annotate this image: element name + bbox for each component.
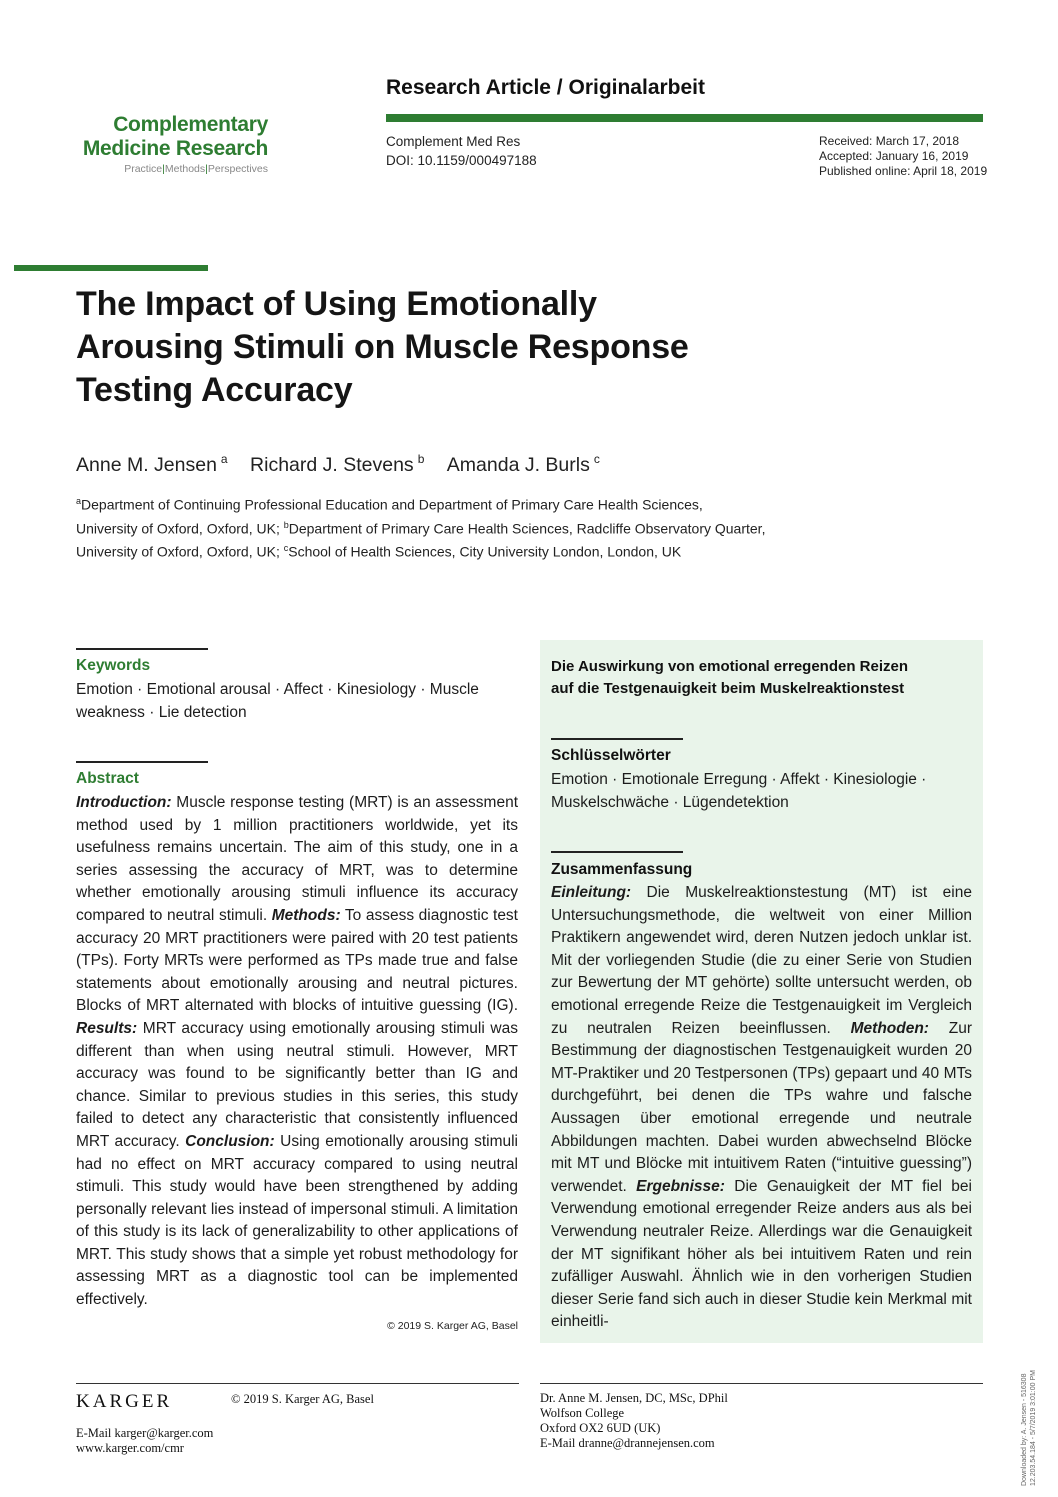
article-title xyxy=(76,283,836,412)
german-summary-rule xyxy=(551,851,683,853)
download-stamp-line-1: Downloaded by: A. Jensen - 516308 xyxy=(1021,1373,1028,1486)
footer-rule-left xyxy=(76,1383,519,1384)
ergebnisse-text: Die Genauigkeit der MT fiel bei Verwendung emotional erregender Reize anders aus als bei Verwendung neutraler Reize. Allerdings war die Genauigkeit der MT signifikant höher als bei intuitivem Raten und rein zufälliger Auswahl. Ähnlich wie in den vorherigen Studien dieser Serie fand sich auch in dieser Studie kein Merkmal mit einheitli- xyxy=(551,1177,972,1331)
contact-email[interactable]: E-Mail dranne@drannejensen.com xyxy=(540,1436,715,1450)
tagline-methods: Methods xyxy=(164,163,206,175)
methods-label: Methods: xyxy=(271,906,341,924)
published-date: Published online: April 18, 2019 xyxy=(819,164,988,178)
title-line-3: Testing Accuracy xyxy=(76,371,353,409)
conclusion-label: Conclusion: xyxy=(185,1132,275,1150)
received-date: Received: March 17, 2018 xyxy=(819,134,960,148)
keywords-line-1: Emotion · Emotional arousal · Affect · Kinesiology · Muscle xyxy=(76,681,479,698)
conclusion-text: Using emotionally arousing stimuli had no effect on MRT accuracy compared to using neutral stimuli. This study would have been strengthened by adding personally relevant lies instead of impersonal stimuli. A limitation of this study is its lack of generalizability to other applications of MRT. This study shows that a simple yet robust methodology for assessing MRT as a diagnostic tool can be implemented effectively. xyxy=(76,1132,518,1309)
german-keywords-line-1: Emotion · Emotionale Erregung · Affekt · Kinesiologie · xyxy=(551,771,927,788)
tagline-practice: Practice xyxy=(124,163,163,175)
results-text: MRT accuracy using emotionally arousing stimuli was different than when using neutral stimuli. However, MRT accuracy was found to be significantly better than IG and chance. Similar to previous studies in this series, this study failed to detect any characteristic that consistently influenced MRT accuracy. xyxy=(76,1019,518,1150)
logo-line-2: Medicine Research xyxy=(82,137,268,160)
author-2[interactable]: Richard J. Stevens $^b$ xyxy=(250,452,425,476)
affiliation-line-3: University of Oxford, Oxford, UK; $^c$School of Health Sciences, City University London, London, UK xyxy=(76,543,682,560)
keywords-line-2: weakness · Lie detection xyxy=(76,703,247,721)
publisher-contact xyxy=(76,1426,213,1456)
publisher-website[interactable]: www.karger.com/cmr xyxy=(76,1441,184,1455)
abstract-copyright: © 2019 S. Karger AG, Basel xyxy=(387,1320,518,1332)
logo-tagline: Practice|Methods|Perspectives xyxy=(124,163,268,175)
abstract-body xyxy=(76,792,518,1312)
affiliations xyxy=(76,491,836,562)
einleitung-label: Einleitung: xyxy=(551,884,632,901)
german-keywords-heading: Schlüsselwörter xyxy=(551,747,671,764)
abstract-rule xyxy=(76,761,208,763)
german-summary-body xyxy=(551,882,972,1334)
german-keywords-list xyxy=(551,769,976,814)
author-3[interactable]: Amanda J. Burls $^c$ xyxy=(446,452,600,476)
karger-logo: KARGER xyxy=(76,1391,173,1412)
contact-name: Dr. Anne M. Jensen, DC, MSc, DPhil xyxy=(540,1391,728,1405)
einleitung-text: Die Muskelreaktionstestung (MT) ist eine Untersuchungsmethode, die weltweit von einer Million Praktikern angewendet wird, deren Nutzen jedoch unklar ist. Mit der vorliegenden Studie (die zu einer Serie von Studien zur Bewertung der MT gehörte) sollte untersucht werden, ob emotional erregende Reize die Testgenauigkeit im Vergleich zu neutralen Reizen beeinflussen. xyxy=(551,884,972,1037)
doi[interactable]: DOI: 10.1159/000497188 xyxy=(386,153,537,168)
introduction-text: Muscle response testing (MRT) is an assessment method used by 1 million practitioners worldwide, yet its usefulness remains uncertain. The aim of this study, one in a series assessing the accuracy of MRT, was to determine whether emotionally arousing stimuli influence its accuracy compared to neutral stimuli. xyxy=(76,794,518,924)
footer-copyright: © 2019 S. Karger AG, Basel xyxy=(231,1392,374,1406)
affiliation-line-1: $^a$Department of Continuing Professional Education and Department of Primary Care Health Sciences, xyxy=(76,496,703,513)
german-title-line-2: auf die Testgenauigkeit beim Muskelreaktionstest xyxy=(551,680,905,697)
german-keywords-line-2: Muskelschwäche · Lügendetektion xyxy=(551,793,789,811)
introduction-label: Introduction: xyxy=(76,794,172,811)
contact-city: Oxford OX2 6UD (UK) xyxy=(540,1421,661,1435)
journal-info xyxy=(386,132,537,170)
german-summary-heading: Zusammenfassung xyxy=(551,861,693,878)
tagline-perspectives: Perspectives xyxy=(207,163,268,175)
ergebnisse-label: Ergebnisse: xyxy=(636,1177,725,1195)
journal-name: Complement Med Res xyxy=(386,134,521,149)
journal-logo xyxy=(60,113,268,175)
footer-rule-right xyxy=(540,1383,983,1384)
methoden-text: Zur Bestimmung der diagnostischen Testgenauigkeit wurden 20 MT-Praktiker und 20 Testpersonen (TPs) gepaart und 40 MTs durchgeführt, bei denen die TPs wahre und falsche Aussagen über emotional erregende und neutrale Abbildungen machten. Dabei wurden abwechselnd Blöcke mit MT und Blöcke mit intuitivem Raten (“intuitive guessing”) verwendet. xyxy=(551,1019,972,1195)
keywords-rule xyxy=(76,648,208,650)
title-line-2: Arousing Stimuli on Muscle Response xyxy=(76,328,689,366)
accepted-date: Accepted: January 16, 2019 xyxy=(819,149,969,163)
author-list xyxy=(76,452,600,477)
keywords-list xyxy=(76,679,520,724)
affiliation-line-2: University of Oxford, Oxford, UK; $^b$Department of Primary Care Health Sciences, Radcliffe Observatory Quarter, xyxy=(76,519,766,537)
german-title-line-1: Die Auswirkung von emotional erregenden Reizen xyxy=(551,658,909,675)
methoden-label: Methoden: xyxy=(850,1019,929,1037)
title-rule xyxy=(14,265,208,271)
header-rule xyxy=(386,114,983,122)
publisher-email[interactable]: E-Mail karger@karger.com xyxy=(76,1426,214,1440)
abstract-heading: Abstract xyxy=(76,770,139,787)
methods-text: To assess diagnostic test accuracy 20 MRT practitioners were paired with 20 test patients (TPs). Forty MRTs were performed as TPs made true and false statements about emotionally arousing and neutral pictures. Blocks of MRT alternated with blocks of intuitive guessing (IG). xyxy=(76,906,518,1015)
dates-block xyxy=(819,134,987,179)
download-stamp-line-2: 12.203.54.184 - 5/7/2019 3:01:00 PM xyxy=(1030,1370,1037,1486)
german-keywords-rule xyxy=(551,738,683,740)
author-1[interactable]: Anne M. Jensen $^a$ xyxy=(76,452,228,476)
logo-line-1: Complementary xyxy=(113,113,268,136)
article-type: Research Article / Originalarbeit xyxy=(386,76,706,99)
german-title xyxy=(551,656,976,700)
title-line-1: The Impact of Using Emotionally xyxy=(76,285,597,323)
contact-org: Wolfson College xyxy=(540,1406,625,1420)
keywords-heading: Keywords xyxy=(76,657,151,674)
correspondence-address xyxy=(540,1391,728,1451)
results-label: Results: xyxy=(76,1019,138,1037)
download-stamp xyxy=(1020,1356,1050,1486)
